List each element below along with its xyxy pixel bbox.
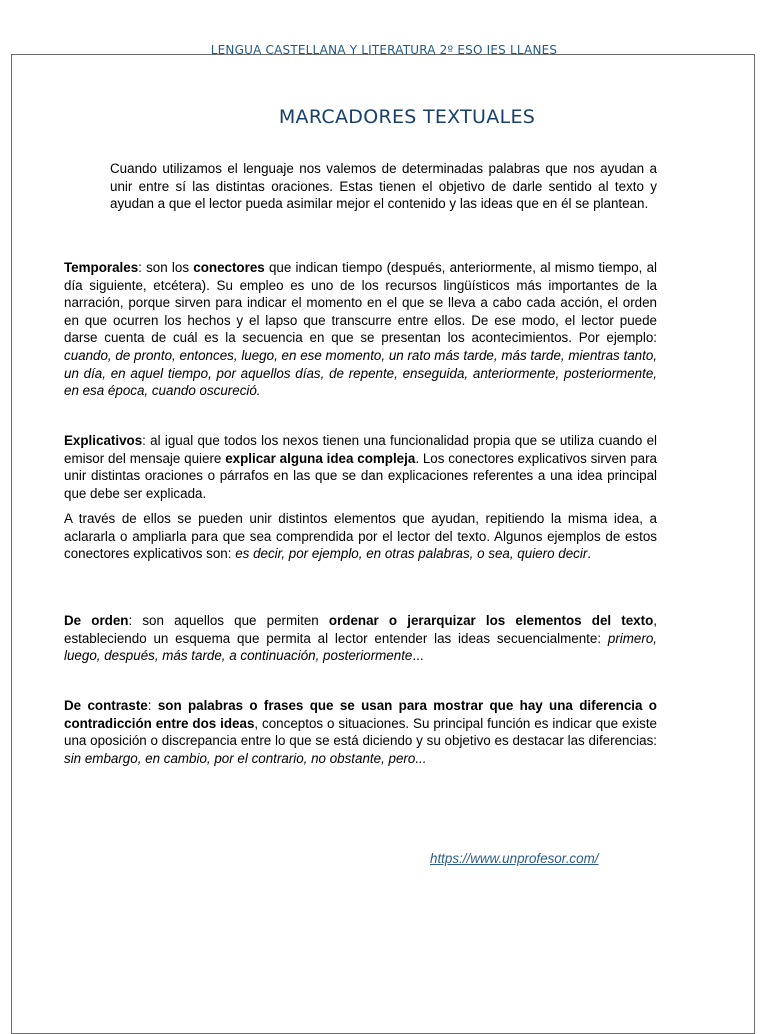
explicativos-paragraph [64,432,657,502]
contraste-term: De contraste [64,698,148,713]
temporales-sep: : son los [138,260,194,275]
temporales-paragraph [64,259,657,400]
contraste-keyword: son palabras o frases que se usan para mostrar que hay una diferencia o contradicción entre dos ideas [64,698,657,731]
explicativos-keyword: explicar alguna idea compleja [225,450,416,466]
orden-keyword: ordenar o jerarquizar los elementos del texto [328,613,654,628]
contraste-body: , conceptos o situaciones. Su principal función es indicar que existe una oposición o discrepancia entre lo que se está diciendo y su objetivo es destacar las diferencias: [64,715,657,749]
orden-end: ... [412,648,424,664]
temporales-term: Temporales [64,260,139,275]
orden-sep: : son aquellos que permiten [128,613,329,628]
explicativos-body: . Los conectores explicativos sirven para unir distintas oraciones o párrafos en las que se dan explicaciones referentes a una idea principal que debe ser explicada. [64,450,657,501]
explicativos-term: Explicativos [64,433,143,448]
orden-examples: primero, luego, después, más tarde, a continuación, posteriormente [64,630,657,664]
temporales-body: que indican tiempo (después, anteriormente, al mismo tiempo, al día siguiente, etcétera). Su empleo es uno de los recursos lingüísticos más importantes de la narración, porque sirven para indicar el momento en el que se lleva a cabo cada acción, el orden en que ocurren los hechos y el lapso que transcurre entre ellos. De ese modo, el lector puede darse cuenta de cuál es la secuencia en que se presentan los acontecimientos. Por ejemplo: [64,260,657,346]
contraste-paragraph [64,697,657,767]
orden-term: De orden [64,613,129,628]
orden-paragraph [64,612,657,665]
running-header: LENGUA CASTELLANA Y LITERATURA 2º ESO IES LLANES [210,43,558,54]
explicativos-paragraph-2 [64,510,657,563]
temporales-examples: cuando, de pronto, entonces, luego, en ese momento, un rato más tarde, más tarde, mientras tanto, un día, en aquel tiempo, por aquellos días, de repente, enseguida, anteriormente, posteriormente, en esa época, cuando oscureció. [64,347,657,399]
contraste-examples: sin embargo, en cambio, por el contrario, no obstante, pero... [64,750,427,766]
temporales-keyword: conectores [193,260,265,275]
contraste-sep: : [147,698,158,713]
document-title: MARCADORES TEXTUALES [278,106,536,128]
intro-paragraph: Cuando utilizamos el lenguaje nos valemos de determinadas palabras que nos ayudan a unir entre sí las distintas oraciones. Estas tienen el objetivo de darle sentido al texto y ayudan a que el lector pueda asimilar mejor el contenido y las ideas que en él se plantean. [110,161,657,212]
explicativos-sep: : al igual que todos los nexos tienen una funcionalidad propia que se utiliza cuando el emisor del mensaje quiere [64,433,657,466]
source-link[interactable]: https://www.unprofesor.com/ [430,851,599,866]
orden-body: , estableciendo un esquema que permita al lector entender las ideas secuencialmente: [64,613,658,646]
explicativos-examples: es decir, por ejemplo, en otras palabras, o sea, quiero decir [235,546,588,562]
explicativos-end: . [587,546,592,562]
explicativos-body2: A través de ellos se pueden unir distintos elementos que ayudan, repitiendo la misma idea, a aclararla o ampliarla para que sea comprendida por el lector del texto. Algunos ejemplos de estos conectores explicativos son: [64,511,657,562]
